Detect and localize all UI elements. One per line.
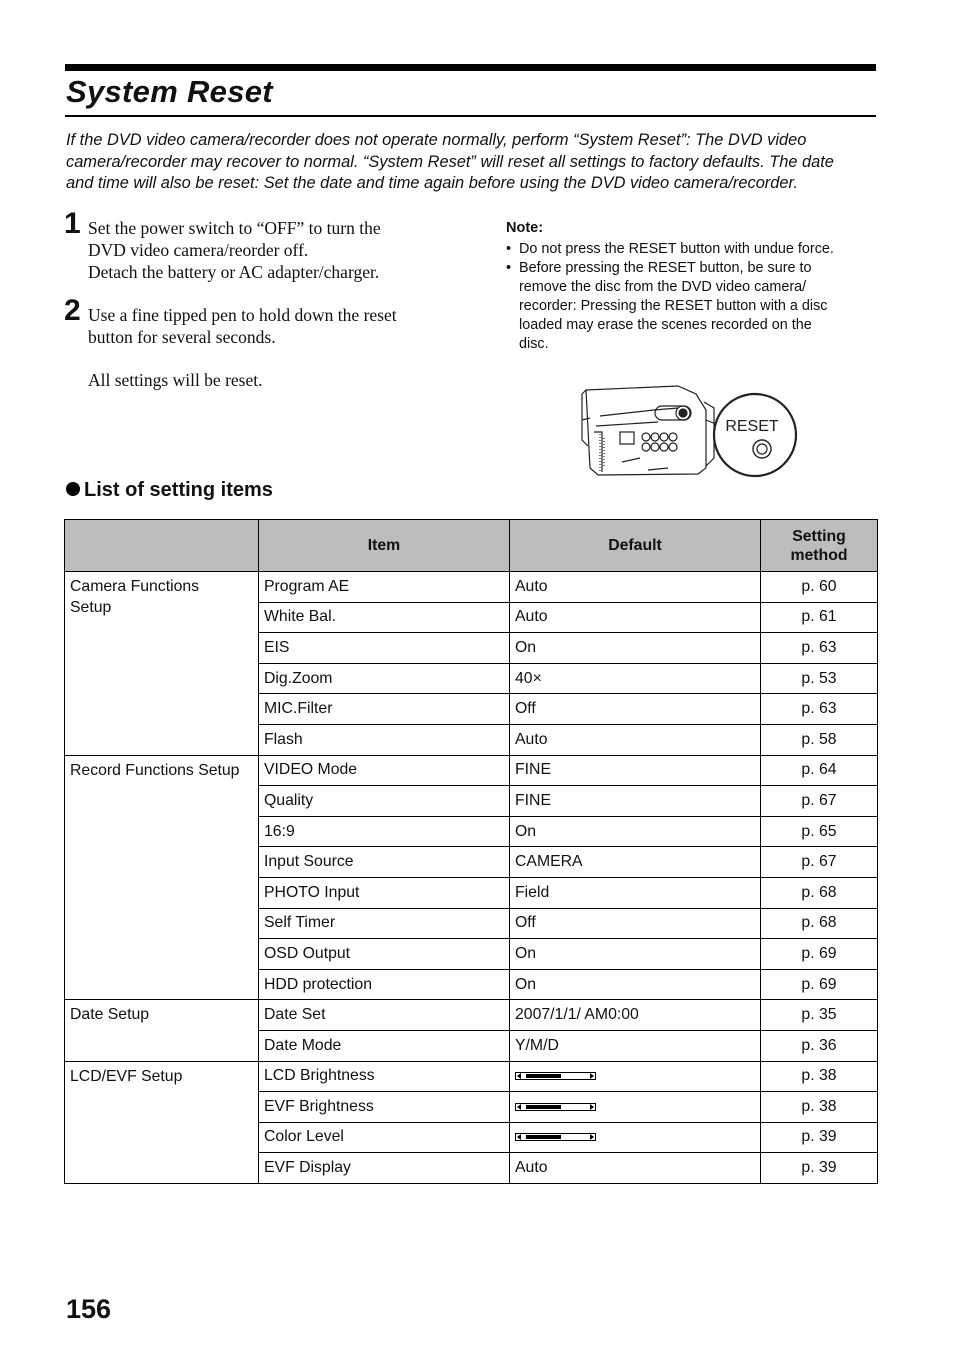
item-cell: White Bal.: [259, 602, 510, 633]
item-cell: Color Level: [259, 1122, 510, 1153]
setting-method-cell: p. 68: [761, 877, 878, 908]
step-1-line: DVD video camera/reorder off.: [88, 240, 309, 260]
default-cell: Auto: [510, 602, 761, 633]
default-cell: On: [510, 969, 761, 1000]
default-cell: Auto: [510, 1153, 761, 1184]
bullet-dot: •: [506, 260, 512, 276]
item-cell: 16:9: [259, 816, 510, 847]
setting-method-cell: p. 39: [761, 1122, 878, 1153]
item-cell: PHOTO Input: [259, 877, 510, 908]
left-arrow-icon: [517, 1073, 521, 1079]
note-item: [506, 259, 886, 354]
note-line: loaded may erase the scenes recorded on the: [519, 317, 812, 333]
default-cell: 2007/1/1/ AM0:00: [510, 1000, 761, 1031]
setting-method-cell: p. 60: [761, 572, 878, 603]
right-arrow-icon: [590, 1104, 594, 1110]
note-list: [506, 240, 886, 354]
default-cell: CAMERA: [510, 847, 761, 878]
default-cell: Off: [510, 908, 761, 939]
setting-method-cell: p. 69: [761, 969, 878, 1000]
section-heading: [66, 479, 273, 502]
item-cell: EVF Brightness: [259, 1092, 510, 1123]
level-fill: [526, 1074, 561, 1078]
setting-method-cell: p. 67: [761, 847, 878, 878]
note-line: recorder: Pressing the RESET button with a disc: [519, 298, 828, 314]
camcorder-reset-illustration: [578, 380, 803, 484]
default-cell: On: [510, 633, 761, 664]
step-2-text: [88, 304, 397, 348]
item-cell: OSD Output: [259, 939, 510, 970]
default-cell: Auto: [510, 572, 761, 603]
reset-label: RESET: [725, 418, 779, 435]
header-group: [65, 520, 259, 572]
intro-line: and time will also be reset: Set the date and time again before using the DVD video camera/recorder.: [66, 174, 798, 193]
default-cell: 40×: [510, 663, 761, 694]
note-line: Before pressing the RESET button, be sure to: [519, 260, 812, 276]
default-cell: [510, 1122, 761, 1153]
step-2-line: button for several seconds.: [88, 327, 276, 347]
group-name-cell: LCD/EVF Setup: [65, 1061, 259, 1183]
step-1-line: Detach the battery or AC adapter/charger.: [88, 262, 380, 282]
intro-line: camera/recorder may recover to normal. “System Reset” will reset all settings to factory defaults. The date: [66, 152, 834, 171]
table-row: [65, 572, 878, 603]
item-cell: Self Timer: [259, 908, 510, 939]
default-cell: On: [510, 816, 761, 847]
note-line: Do not press the RESET button with undue force.: [519, 241, 834, 257]
setting-method-cell: p. 68: [761, 908, 878, 939]
default-cell: Auto: [510, 724, 761, 755]
step-2-number: 2: [64, 294, 81, 327]
item-cell: EVF Display: [259, 1153, 510, 1184]
settings-table: [64, 519, 878, 1184]
right-arrow-icon: [590, 1073, 594, 1079]
reset-callout: [714, 394, 796, 476]
top-rule: [65, 64, 876, 71]
level-bar-icon: [515, 1103, 596, 1111]
table-row: [65, 755, 878, 786]
default-cell: Y/M/D: [510, 1030, 761, 1061]
item-cell: Date Mode: [259, 1030, 510, 1061]
item-cell: HDD protection: [259, 969, 510, 1000]
step-2-result-text: All settings will be reset.: [88, 370, 263, 390]
item-cell: Date Set: [259, 1000, 510, 1031]
right-arrow-icon: [590, 1134, 594, 1140]
default-cell: [510, 1061, 761, 1092]
note-heading: Note:: [506, 220, 544, 236]
header-default: Default: [510, 520, 761, 572]
item-cell: VIDEO Mode: [259, 755, 510, 786]
table-row: [65, 1061, 878, 1092]
setting-method-cell: p. 69: [761, 939, 878, 970]
note-title-text: Note: [506, 220, 539, 236]
step-2-result: [88, 369, 263, 391]
setting-method-cell: p. 63: [761, 633, 878, 664]
level-fill: [526, 1135, 561, 1139]
default-cell: Field: [510, 877, 761, 908]
left-arrow-icon: [517, 1134, 521, 1140]
default-cell: Off: [510, 694, 761, 725]
item-cell: Input Source: [259, 847, 510, 878]
bullet-icon: [66, 482, 80, 496]
intro-paragraph: [66, 130, 878, 195]
table-header-row: [65, 520, 878, 572]
page-title: System Reset: [66, 74, 273, 109]
setting-method-cell: p. 61: [761, 602, 878, 633]
setting-method-cell: p. 53: [761, 663, 878, 694]
step-1-number: 1: [64, 207, 81, 240]
level-bar-icon: [515, 1133, 596, 1141]
default-cell: FINE: [510, 755, 761, 786]
setting-method-cell: p. 58: [761, 724, 878, 755]
table-body: [65, 572, 878, 1184]
bullet-dot: •: [506, 241, 512, 257]
step-2-line: Use a fine tipped pen to hold down the reset: [88, 305, 397, 325]
setting-method-cell: p. 38: [761, 1061, 878, 1092]
item-cell: MIC.Filter: [259, 694, 510, 725]
level-bar-icon: [515, 1072, 596, 1080]
item-cell: Program AE: [259, 572, 510, 603]
setting-method-cell: p. 65: [761, 816, 878, 847]
item-cell: Quality: [259, 786, 510, 817]
title-underline: [65, 115, 876, 117]
default-cell: On: [510, 939, 761, 970]
group-name-cell: Camera Functions Setup: [65, 572, 259, 756]
setting-method-cell: p. 63: [761, 694, 878, 725]
section-heading-text: List of setting items: [84, 479, 273, 501]
intro-line: If the DVD video camera/recorder does not operate normally, perform “System Reset”: The DVD video: [66, 131, 807, 149]
setting-method-cell: p. 38: [761, 1092, 878, 1123]
setting-method-cell: p. 39: [761, 1153, 878, 1184]
setting-method-cell: p. 36: [761, 1030, 878, 1061]
level-fill: [526, 1105, 561, 1109]
setting-method-cell: p. 64: [761, 755, 878, 786]
item-cell: EIS: [259, 633, 510, 664]
item-cell: Flash: [259, 724, 510, 755]
page-number: 156: [66, 1294, 112, 1324]
item-cell: Dig.Zoom: [259, 663, 510, 694]
step-1-line: Set the power switch to “OFF” to turn the: [88, 218, 381, 238]
header-item: Item: [259, 520, 510, 572]
default-cell: FINE: [510, 786, 761, 817]
default-cell: [510, 1092, 761, 1123]
group-name-cell: Record Functions Setup: [65, 755, 259, 1000]
note-line: disc.: [519, 336, 549, 352]
left-arrow-icon: [517, 1104, 521, 1110]
item-cell: LCD Brightness: [259, 1061, 510, 1092]
note-line: remove the disc from the DVD video camera/: [519, 279, 807, 295]
header-method-line: method: [790, 546, 848, 564]
note-item: [506, 240, 886, 259]
step-1-text: [88, 217, 381, 283]
header-method-line: Setting: [792, 527, 846, 545]
header-setting-method: [761, 520, 878, 572]
table-row: [65, 1000, 878, 1031]
group-name-cell: Date Setup: [65, 1000, 259, 1061]
setting-method-cell: p. 35: [761, 1000, 878, 1031]
setting-method-cell: p. 67: [761, 786, 878, 817]
